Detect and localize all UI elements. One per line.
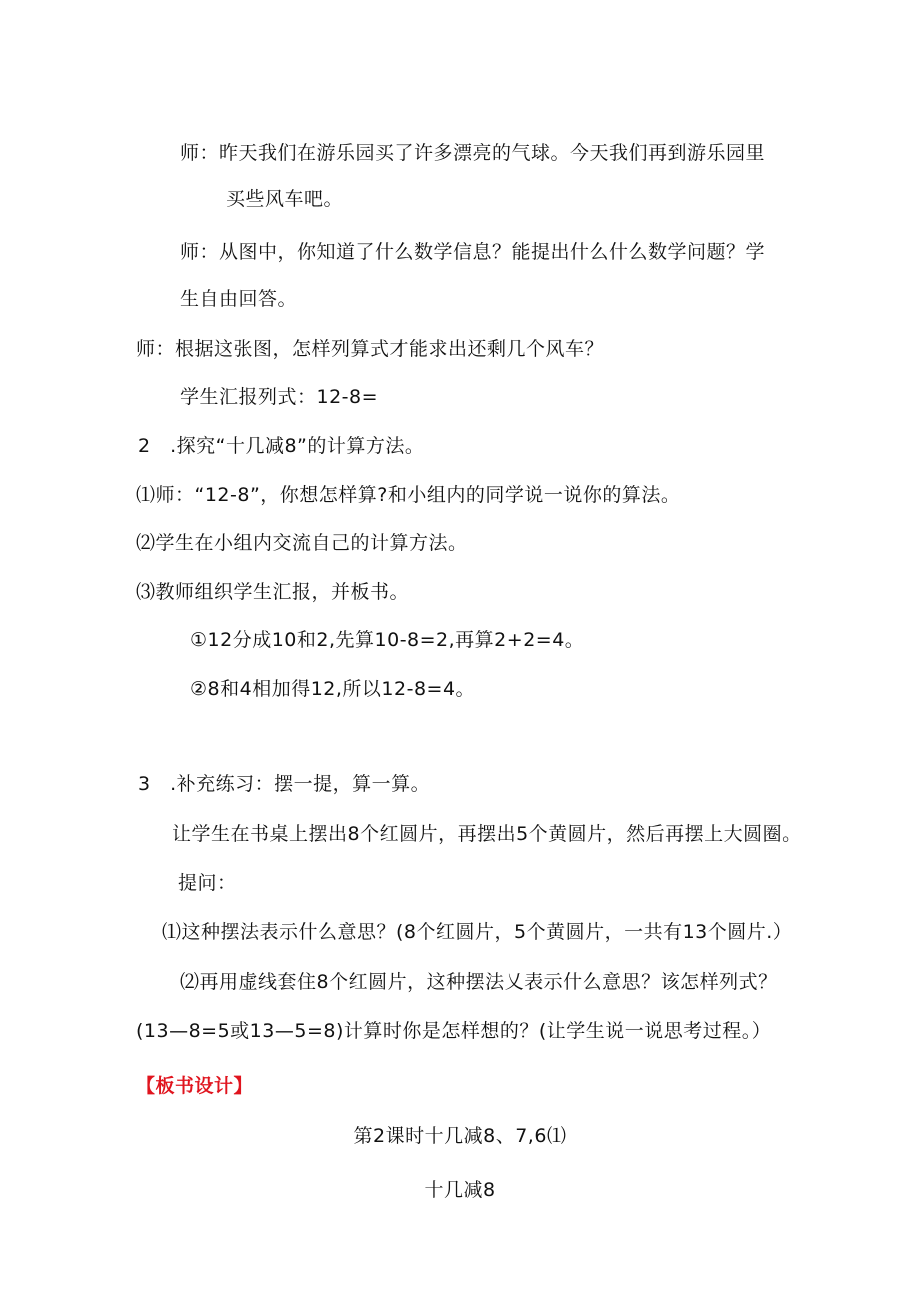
section-3-question-2: ⑵再用虚线套住8个红圆片，这种摆法乂表示什么意思？该怎样列式？: [180, 971, 778, 993]
section-3-ask: 提问：: [178, 872, 237, 894]
board-design-heading: 【板书设计】: [136, 1075, 254, 1097]
teacher-line-1: 师：昨天我们在游乐园买了许多漂亮的气球。今天我们再到游乐园里: [180, 142, 766, 164]
section-3-instruction: 让学生在书桌上摆出8个红圆片，再摆出5个黄圆片，然后再摆上大圆圈。: [172, 823, 802, 845]
teacher-line-2: 师：从图中，你知道了什么数学信息？能提出什么什么数学问题？学: [180, 241, 766, 263]
section-2-item-3: ⑶教师组织学生汇报，并板书。: [136, 581, 410, 603]
section-2-method-b: ②8和4相加得12,所以12-8=4。: [190, 678, 476, 700]
teacher-line-1-cont: 买些风车吧。: [226, 188, 344, 210]
student-report: 学生汇报列式：12-8=: [180, 386, 379, 408]
teacher-line-2-cont: 生自由回答。: [180, 288, 298, 310]
board-title: 第2课时十几减8、7,6⑴: [353, 1125, 567, 1147]
section-2-heading: 2 .探究“十几减8”的计算方法。: [138, 435, 425, 457]
section-2-item-1: ⑴师：“12-8”，你想怎样算?和小组内的同学说一说你的算法。: [136, 484, 681, 506]
section-3-question-1: ⑴这种摆法表示什么意思？(8个红圆片，5个黄圆片，一共有13个圆片.）: [162, 921, 793, 943]
section-3-heading: 3 .补充练习：摆一提，算一算。: [138, 773, 431, 795]
section-2-method-a: ①12分成10和2,先算10-8=2,再算2+2=4。: [190, 629, 585, 651]
board-subtitle: 十几减8: [424, 1179, 496, 1201]
section-2-item-2: ⑵学生在小组内交流自己的计算方法。: [136, 532, 468, 554]
section-3-question-2-cont: (13—8=5或13—5=8)计算时你是怎样想的？(让学生说一说思考过程。）: [136, 1020, 772, 1042]
teacher-line-3: 师：根据这张图，怎样列算式才能求出还剩几个风车？: [136, 338, 605, 360]
